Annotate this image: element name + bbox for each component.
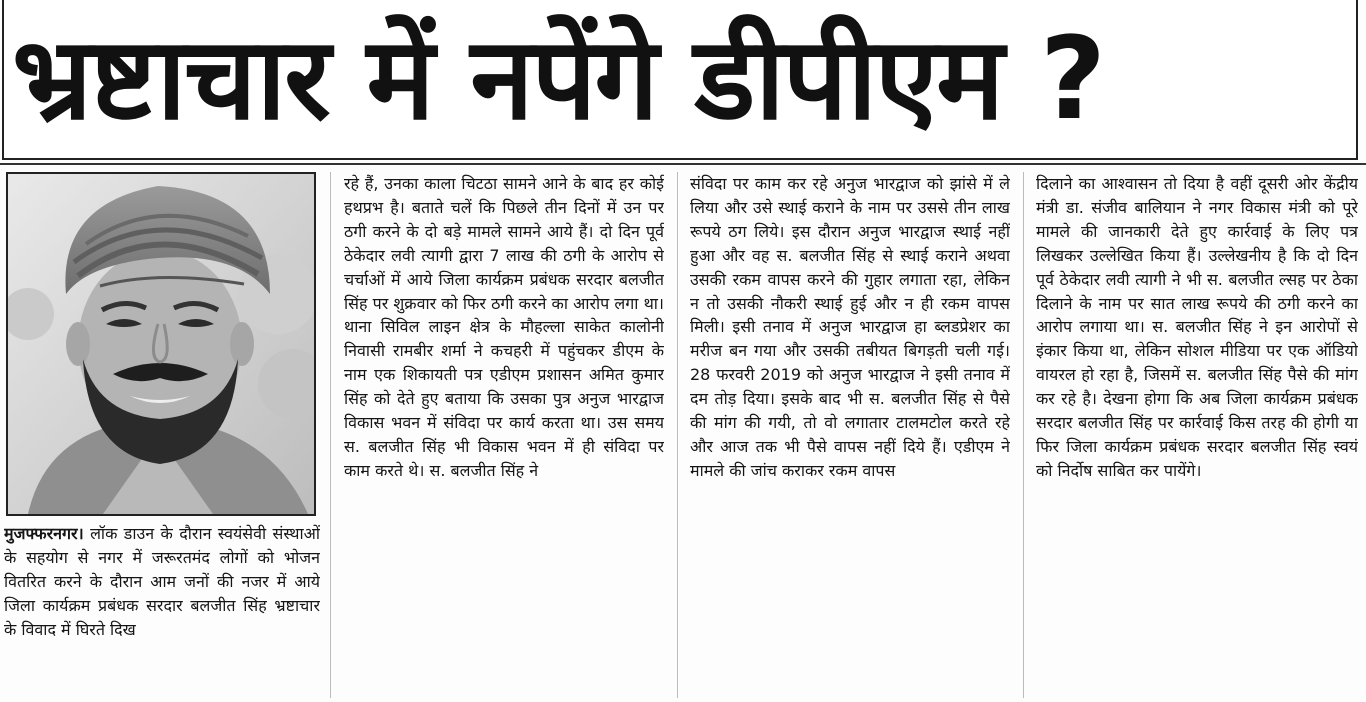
portrait-illustration: [8, 174, 314, 514]
headline-box: [2, 0, 1358, 160]
portrait-photo: [6, 172, 316, 516]
column-divider: [677, 172, 678, 698]
article-column-3: संविदा पर काम कर रहे अनुज भारद्वाज को झांसे में ले लिया और उसे स्थाई कराने के नाम पर उससे तीन लाख रूपये ठग लिये। इस दौरान अनुज भारद्वाज स्थाई नहीं हुआ और वह स. बलजीत सिंह से स्थाई कराने अथवा उसकी रकम वापस करने की गुहार लगाता रहा, लेकिन न तो उसकी नौकरी स्थाई हुई और न ही रकम वापस मिली। इसी तनाव में अनुज भारद्वाज हा ब्लडप्रेशर का मरीज बन गया और उसकी तबीयत बिगड़ती चली गई। 28 फरवरी 2019 को अनुज भारद्वाज ने इसी तनाव में दम तोड़ दिया। इसके बाद भी स. बलजीत सिंह से पैसे की मांग की गयी, तो वो लगातार टालमटोल करते रहे और आज तक भी पैसे वापस नहीं दिये हैं। एडीएम ने मामले की जांच कराकर रकम वापस: [690, 174, 1010, 480]
article-dateline: मुजफ्फरनगर।: [4, 524, 84, 543]
article-column-2: रहे हैं, उनका काला चिटठा सामने आने के बाद हर कोई हथप्रभ है। बताते चलें कि पिछले तीन दिनों में उन पर ठगी करने के दो बड़े मामले सामने आये हैं। दो दिन पूर्व ठेकेदार लवी त्यागी द्वारा 7 लाख की ठगी के आरोप से चर्चाओं में आये जिला कार्यक्रम प्रबंधक सरदार बलजीत सिंह पर शुक्रवार को फिर ठगी करने का आरोप लगा था। थाना सिविल लाइन क्षेत्र के मौहल्ला साकेत कालोनी निवासी रामबीर शर्मा ने कचहरी में पहुंचकर डीएम के नाम एक शिकायती पत्र एडीएम प्रशासन अमित कुमार सिंह को देते हुए बताया कि उसका पुत्र अनुज भारद्वाज विकास भवन में संविदा पर कार्य करता था। उस समय स. बलजीत सिंह भी विकास भवन में ही संविदा पर काम करते थे। स. बलजीत सिंह ने: [344, 174, 664, 480]
column-divider: [330, 172, 331, 698]
article-column-4: दिलाने का आश्वासन तो दिया है वहीं दूसरी ओर केंद्रीय मंत्री डा. संजीव बालियान ने नगर विकास मंत्री को पूरे मामले की जानकारी देते हुए कार्रवाई के लिए पत्र लिखकर उल्लेखित किया हैं। उल्लेखनीय है कि दो दिन पूर्व ठेकेदार लवी त्यागी ने भी स. बलजीत ल्सह पर ठेका दिलाने के नाम पर सात लाख रूपये की ठगी करने का आरोप लगाया था। स. बलजीत सिंह ने इन आरोपों से इंकार किया था, लेकिन सोशल मीडिया पर एक ऑडियो वायरल हो रहा है, जिसमें स. बलजीत सिंह पैसे की मांग कर रहे है। देखना होगा कि अब जिला कार्यक्रम प्रबंधक सरदार बलजीत सिंह पर कार्रवाई किस तरह की होगी या फिर जिला कार्यक्रम प्रबंधक सरदार बलजीत सिंह स्वयं को निर्दोष साबित कर पायेंगे।: [1036, 174, 1358, 480]
headline-rule: [0, 163, 1366, 165]
headline: भ्रष्टाचार में नपेंगे डीपीएम ?: [12, 12, 1105, 145]
article-column-1: [4, 522, 320, 698]
article-column-1-text: लॉक डाउन के दौरान स्वयंसेवी संस्थाओं के सहयोग से नगर में जरूरतमंद लोगों को भोजन वितरित करने के दौरान आम जनों की नजर में आये जिला कार्यक्रम प्रबंधक सरदार बलजीत सिंह भ्रष्टाचार के विवाद में घिरते दिख: [4, 524, 320, 639]
column-divider: [1023, 172, 1024, 698]
